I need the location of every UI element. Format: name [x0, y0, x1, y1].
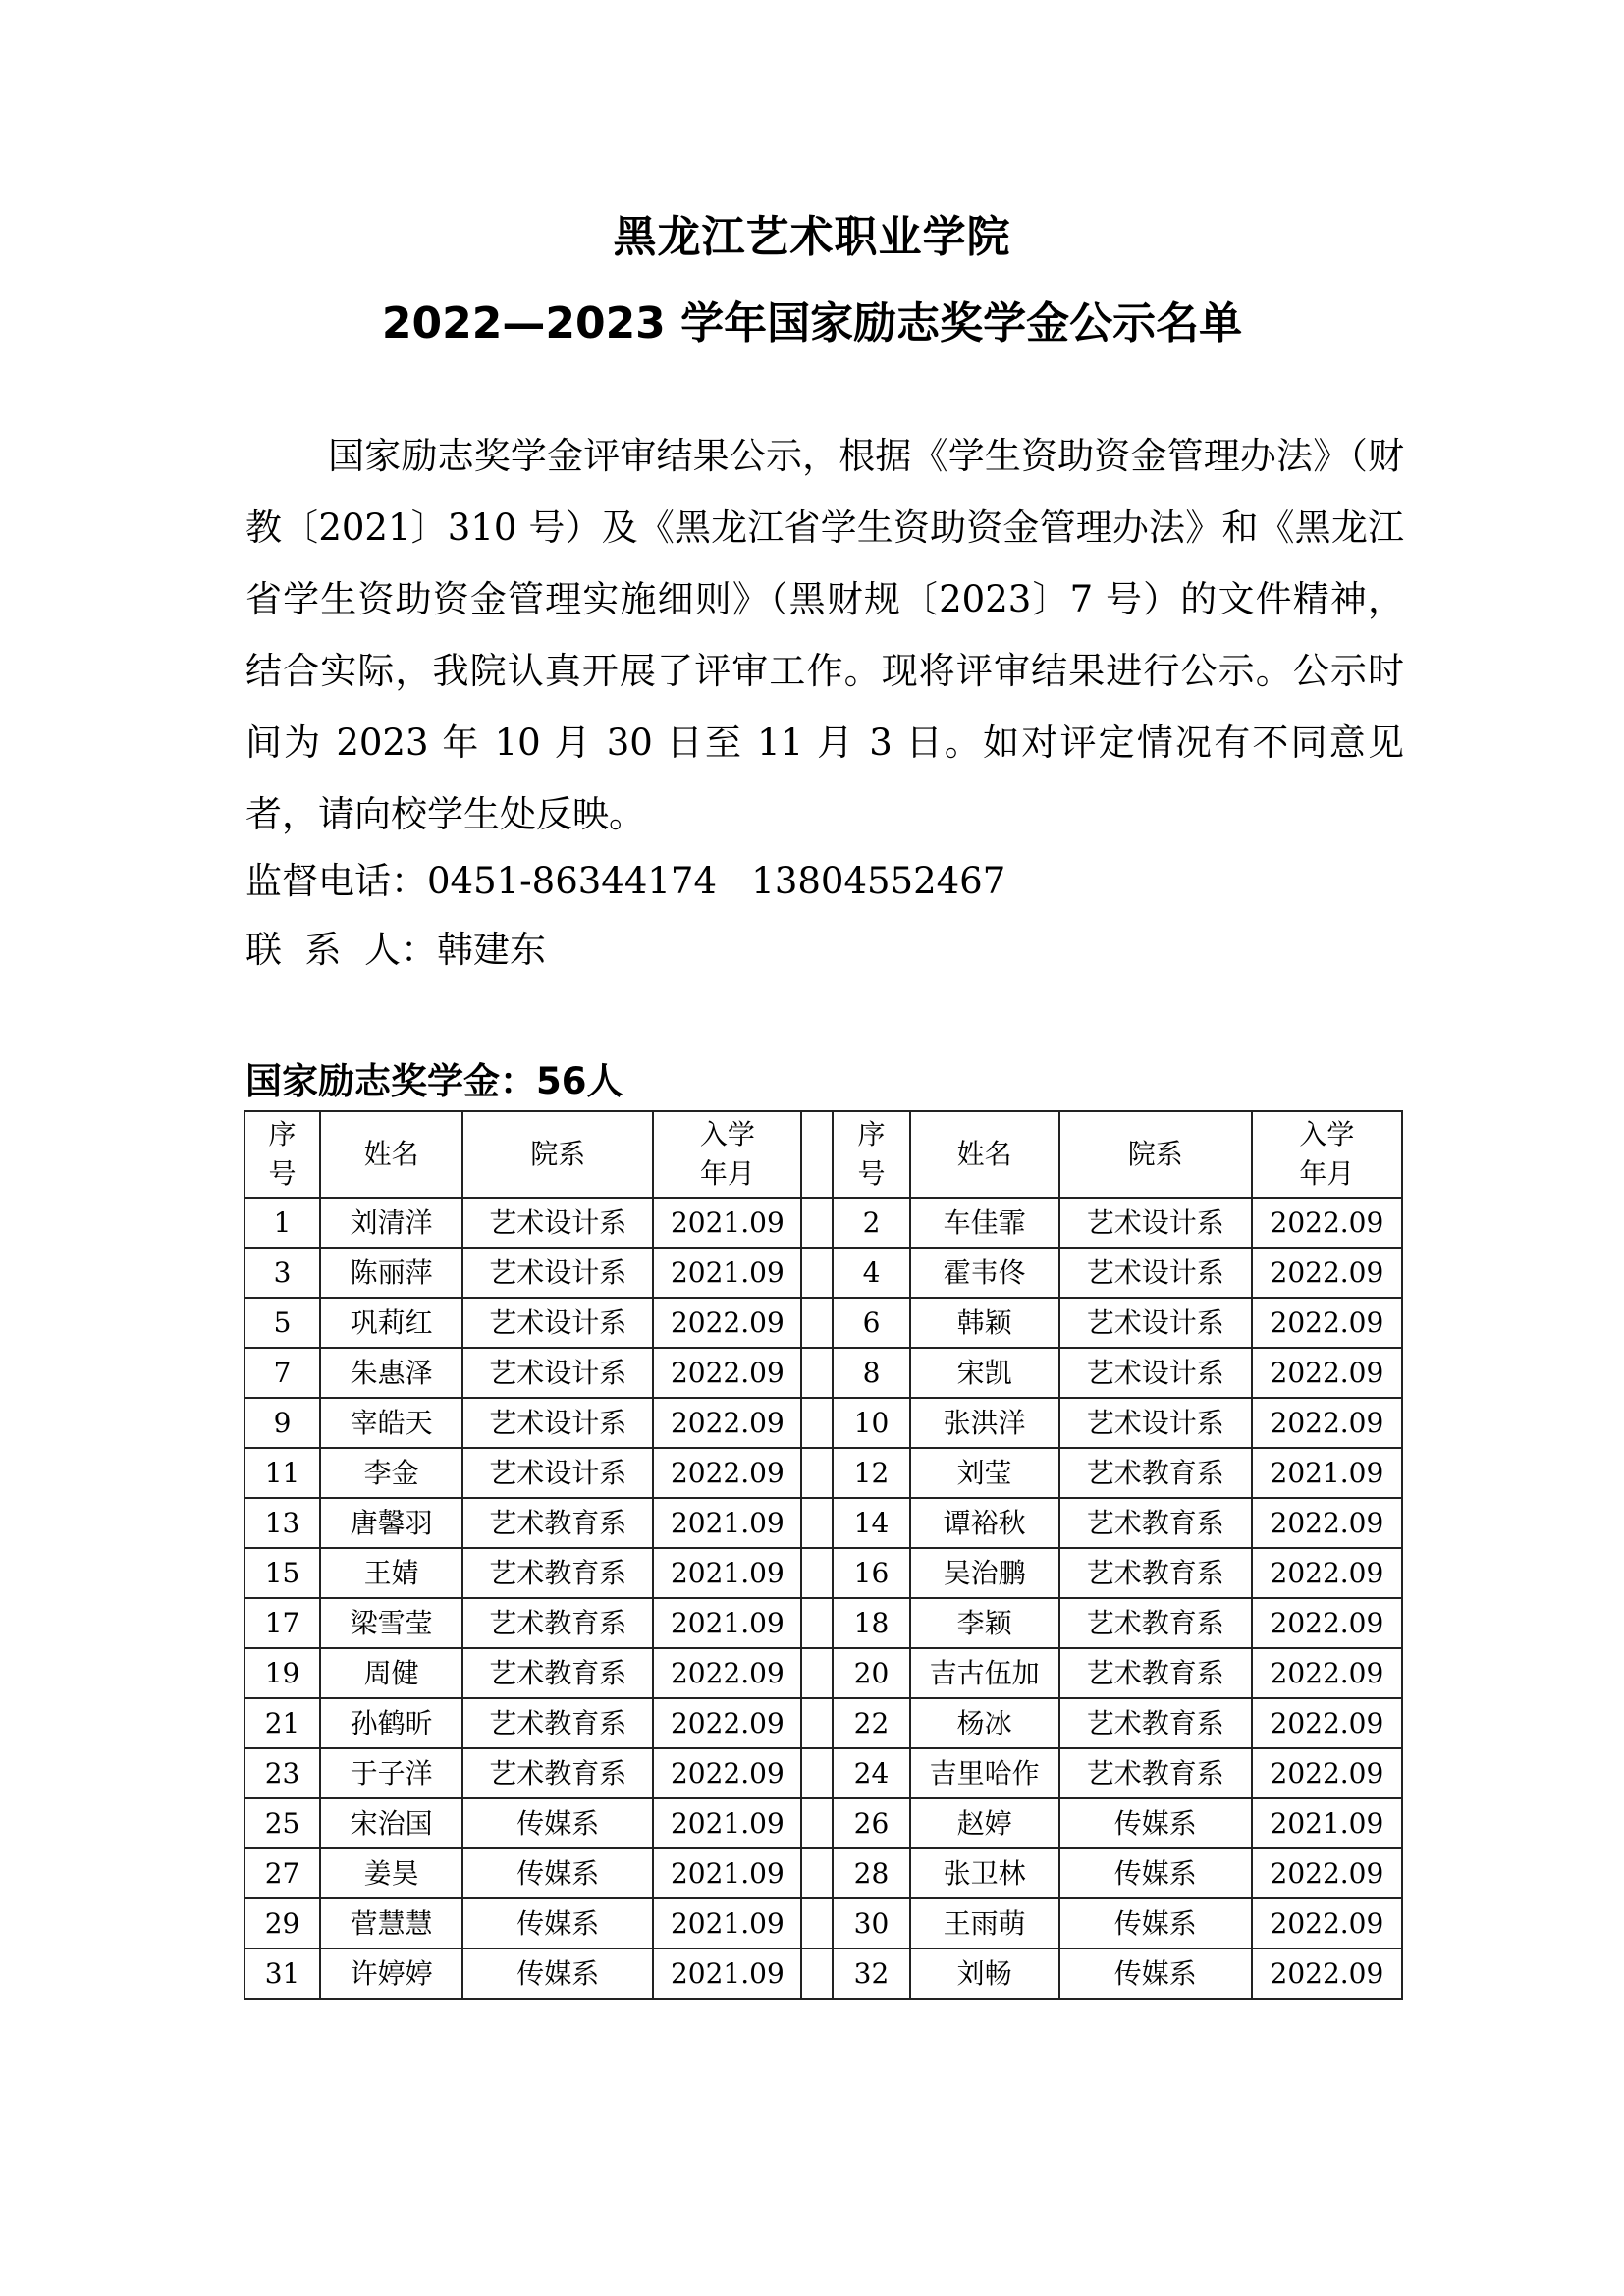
- cell-name: 宰皓天: [320, 1398, 462, 1448]
- cell-dept: 艺术设计系: [462, 1198, 653, 1248]
- cell-name: 周健: [320, 1648, 462, 1698]
- contact-name: 韩建东: [437, 929, 547, 971]
- table-row: [244, 1548, 1402, 1598]
- header-seq: 序 号: [833, 1111, 909, 1198]
- document-subtitle: 2022—2023 学年国家励志奖学金公示名单: [381, 298, 1243, 348]
- cell-enroll-date: 2021.09: [653, 1898, 801, 1949]
- cell-enroll-date: 2022.09: [653, 1348, 801, 1398]
- table-row: [244, 1498, 1402, 1548]
- announcement-paragraph: [245, 420, 1404, 850]
- column-gap: [801, 1498, 833, 1548]
- cell-dept: 传媒系: [462, 1949, 653, 1999]
- cell-enroll-date: 2021.09: [1252, 1448, 1402, 1498]
- cell-seq: 4: [833, 1248, 909, 1298]
- cell-name: 朱惠泽: [320, 1348, 462, 1398]
- contact-person-line: [245, 923, 546, 978]
- table-row: [244, 1598, 1402, 1648]
- header-enroll: 入学 年月: [653, 1111, 801, 1198]
- cell-enroll-date: 2021.09: [653, 1198, 801, 1248]
- cell-dept: 艺术教育系: [462, 1498, 653, 1548]
- header-enroll: 入学 年月: [1252, 1111, 1402, 1198]
- cell-seq: 2: [833, 1198, 909, 1248]
- cell-dept: 传媒系: [1059, 1898, 1252, 1949]
- cell-dept: 艺术设计系: [1059, 1298, 1252, 1348]
- cell-enroll-date: 2022.09: [1252, 1648, 1402, 1698]
- table-row: [244, 1398, 1402, 1448]
- header-dept: 院系: [1059, 1111, 1252, 1198]
- cell-enroll-date: 2021.09: [653, 1248, 801, 1298]
- cell-seq: 20: [833, 1648, 909, 1698]
- cell-name: 张卫林: [910, 1848, 1059, 1898]
- cell-seq: 22: [833, 1698, 909, 1748]
- cell-enroll-date: 2021.09: [653, 1798, 801, 1848]
- cell-seq: 6: [833, 1298, 909, 1348]
- header-dept: 院系: [462, 1111, 653, 1198]
- cell-name: 陈丽萍: [320, 1248, 462, 1298]
- header-name: 姓名: [910, 1111, 1059, 1198]
- cell-enroll-date: 2021.09: [653, 1548, 801, 1598]
- column-gap: [801, 1648, 833, 1698]
- cell-enroll-date: 2022.09: [1252, 1498, 1402, 1548]
- cell-dept: 艺术设计系: [1059, 1248, 1252, 1298]
- cell-name: 孙鹤昕: [320, 1698, 462, 1748]
- cell-name: 吉古伍加: [910, 1648, 1059, 1698]
- cell-enroll-date: 2022.09: [653, 1698, 801, 1748]
- cell-enroll-date: 2022.09: [1252, 1698, 1402, 1748]
- cell-seq: 26: [833, 1798, 909, 1848]
- cell-seq: 23: [244, 1748, 320, 1798]
- cell-dept: 艺术设计系: [1059, 1198, 1252, 1248]
- cell-dept: 艺术设计系: [462, 1348, 653, 1398]
- cell-dept: 传媒系: [1059, 1798, 1252, 1848]
- cell-name: 宋凯: [910, 1348, 1059, 1398]
- cell-dept: 艺术教育系: [462, 1648, 653, 1698]
- cell-dept: 传媒系: [462, 1898, 653, 1949]
- phone-number-2: 13804552467: [751, 860, 1006, 902]
- cell-name: 梁雪莹: [320, 1598, 462, 1648]
- cell-dept: 艺术教育系: [1059, 1648, 1252, 1698]
- cell-dept: 艺术教育系: [1059, 1598, 1252, 1648]
- cell-dept: 艺术设计系: [462, 1398, 653, 1448]
- table-row: [244, 1748, 1402, 1798]
- cell-seq: 24: [833, 1748, 909, 1798]
- cell-name: 刘清洋: [320, 1198, 462, 1248]
- cell-seq: 28: [833, 1848, 909, 1898]
- cell-name: 吴治鹏: [910, 1548, 1059, 1598]
- cell-enroll-date: 2022.09: [1252, 1848, 1402, 1898]
- cell-enroll-date: 2022.09: [1252, 1398, 1402, 1448]
- cell-dept: 艺术设计系: [1059, 1398, 1252, 1448]
- supervision-phone-line: [245, 854, 1005, 909]
- cell-seq: 12: [833, 1448, 909, 1498]
- cell-name: 霍韦佟: [910, 1248, 1059, 1298]
- cell-dept: 艺术教育系: [1059, 1548, 1252, 1598]
- cell-dept: 艺术教育系: [1059, 1748, 1252, 1798]
- scholarship-count-heading: 国家励志奖学金：56人: [245, 1060, 623, 1102]
- cell-dept: 艺术设计系: [462, 1248, 653, 1298]
- cell-name: 赵婷: [910, 1798, 1059, 1848]
- cell-dept: 艺术教育系: [1059, 1498, 1252, 1548]
- cell-dept: 传媒系: [1059, 1949, 1252, 1999]
- table-row: [244, 1798, 1402, 1848]
- cell-name: 车佳霏: [910, 1198, 1059, 1248]
- column-gap: [801, 1198, 833, 1248]
- cell-name: 许婷婷: [320, 1949, 462, 1999]
- cell-enroll-date: 2022.09: [1252, 1598, 1402, 1648]
- cell-enroll-date: 2022.09: [653, 1648, 801, 1698]
- cell-seq: 7: [244, 1348, 320, 1398]
- cell-seq: 17: [244, 1598, 320, 1648]
- column-gap: [801, 1298, 833, 1348]
- cell-seq: 21: [244, 1698, 320, 1748]
- cell-dept: 艺术教育系: [462, 1548, 653, 1598]
- cell-seq: 15: [244, 1548, 320, 1598]
- cell-name: 韩颖: [910, 1298, 1059, 1348]
- table-row: [244, 1648, 1402, 1698]
- table-row: [244, 1298, 1402, 1348]
- cell-seq: 25: [244, 1798, 320, 1848]
- column-gap: [801, 1348, 833, 1398]
- phone-spacer: [717, 860, 751, 902]
- cell-name: 姜昊: [320, 1848, 462, 1898]
- column-gap: [801, 1698, 833, 1748]
- cell-name: 吉里哈作: [910, 1748, 1059, 1798]
- table-header-row: [244, 1111, 1402, 1198]
- cell-name: 杨冰: [910, 1698, 1059, 1748]
- cell-name: 王婧: [320, 1548, 462, 1598]
- cell-dept: 艺术教育系: [1059, 1448, 1252, 1498]
- table-row: [244, 1698, 1402, 1748]
- cell-dept: 艺术教育系: [1059, 1698, 1252, 1748]
- column-gap: [801, 1111, 833, 1198]
- cell-dept: 艺术教育系: [462, 1748, 653, 1798]
- cell-dept: 艺术教育系: [462, 1698, 653, 1748]
- cell-name: 菅慧慧: [320, 1898, 462, 1949]
- table-row: [244, 1848, 1402, 1898]
- cell-name: 唐馨羽: [320, 1498, 462, 1548]
- cell-enroll-date: 2022.09: [1252, 1748, 1402, 1798]
- cell-dept: 传媒系: [462, 1848, 653, 1898]
- cell-name: 刘莹: [910, 1448, 1059, 1498]
- cell-dept: 艺术设计系: [462, 1448, 653, 1498]
- cell-seq: 3: [244, 1248, 320, 1298]
- cell-name: 于子洋: [320, 1748, 462, 1798]
- cell-seq: 18: [833, 1598, 909, 1648]
- cell-dept: 艺术设计系: [1059, 1348, 1252, 1398]
- announcement-text: 国家励志奖学金评审结果公示，根据《学生资助资金管理办法》（财教〔2021〕310 号）及《黑龙江省学生资助资金管理办法》和《黑龙江省学生资助资金管理实施细则》（黑财规〔2023〕7 号）的文件精神，结合实际，我院认真开展了评审工作。现将评审结果进行公示。公示时间为 2023 年 10 月 30 日至 11 月 3 日。如对评定情况有不同意见者，请向校学生处反映。: [245, 435, 1404, 835]
- cell-name: 谭裕秋: [910, 1498, 1059, 1548]
- phone-label: 监督电话：: [245, 860, 427, 902]
- cell-enroll-date: 2021.09: [653, 1848, 801, 1898]
- table-row: [244, 1348, 1402, 1398]
- column-gap: [801, 1598, 833, 1648]
- column-gap: [801, 1398, 833, 1448]
- column-gap: [801, 1748, 833, 1798]
- table-row: [244, 1949, 1402, 1999]
- cell-enroll-date: 2021.09: [653, 1498, 801, 1548]
- column-gap: [801, 1548, 833, 1598]
- cell-seq: 9: [244, 1398, 320, 1448]
- cell-name: 宋治国: [320, 1798, 462, 1848]
- cell-seq: 30: [833, 1898, 909, 1949]
- column-gap: [801, 1949, 833, 1999]
- cell-name: 李颖: [910, 1598, 1059, 1648]
- table-row: [244, 1898, 1402, 1949]
- phone-number-1: 0451-86344174: [427, 860, 717, 902]
- cell-enroll-date: 2022.09: [1252, 1198, 1402, 1248]
- table-body: [244, 1198, 1402, 1999]
- cell-dept: 传媒系: [1059, 1848, 1252, 1898]
- cell-enroll-date: 2022.09: [1252, 1949, 1402, 1999]
- cell-name: 王雨萌: [910, 1898, 1059, 1949]
- cell-seq: 8: [833, 1348, 909, 1398]
- cell-seq: 13: [244, 1498, 320, 1548]
- cell-name: 张洪洋: [910, 1398, 1059, 1448]
- cell-enroll-date: 2022.09: [1252, 1298, 1402, 1348]
- table-row: [244, 1448, 1402, 1498]
- cell-enroll-date: 2022.09: [1252, 1248, 1402, 1298]
- cell-seq: 31: [244, 1949, 320, 1999]
- document-title: 黑龙江艺术职业学院: [613, 212, 1011, 262]
- cell-name: 刘畅: [910, 1949, 1059, 1999]
- column-gap: [801, 1448, 833, 1498]
- cell-enroll-date: 2021.09: [653, 1949, 801, 1999]
- column-gap: [801, 1798, 833, 1848]
- cell-enroll-date: 2022.09: [653, 1448, 801, 1498]
- cell-enroll-date: 2022.09: [653, 1298, 801, 1348]
- cell-enroll-date: 2022.09: [1252, 1348, 1402, 1398]
- cell-seq: 10: [833, 1398, 909, 1448]
- scholarship-roster-table: [244, 1110, 1403, 2000]
- cell-enroll-date: 2022.09: [1252, 1548, 1402, 1598]
- cell-seq: 16: [833, 1548, 909, 1598]
- cell-name: 李金: [320, 1448, 462, 1498]
- cell-name: 巩莉红: [320, 1298, 462, 1348]
- cell-seq: 11: [244, 1448, 320, 1498]
- cell-enroll-date: 2021.09: [1252, 1798, 1402, 1848]
- column-gap: [801, 1848, 833, 1898]
- cell-seq: 1: [244, 1198, 320, 1248]
- column-gap: [801, 1248, 833, 1298]
- table-row: [244, 1198, 1402, 1248]
- header-name: 姓名: [320, 1111, 462, 1198]
- cell-dept: 艺术教育系: [462, 1598, 653, 1648]
- cell-seq: 19: [244, 1648, 320, 1698]
- cell-enroll-date: 2022.09: [653, 1748, 801, 1798]
- cell-seq: 5: [244, 1298, 320, 1348]
- cell-dept: 艺术设计系: [462, 1298, 653, 1348]
- header-seq: 序 号: [244, 1111, 320, 1198]
- cell-seq: 27: [244, 1848, 320, 1898]
- cell-enroll-date: 2021.09: [653, 1598, 801, 1648]
- table-row: [244, 1248, 1402, 1298]
- cell-enroll-date: 2022.09: [1252, 1898, 1402, 1949]
- cell-seq: 32: [833, 1949, 909, 1999]
- contact-label: 联 系 人：: [245, 929, 438, 971]
- cell-seq: 29: [244, 1898, 320, 1949]
- column-gap: [801, 1898, 833, 1949]
- cell-enroll-date: 2022.09: [653, 1398, 801, 1448]
- cell-dept: 传媒系: [462, 1798, 653, 1848]
- cell-seq: 14: [833, 1498, 909, 1548]
